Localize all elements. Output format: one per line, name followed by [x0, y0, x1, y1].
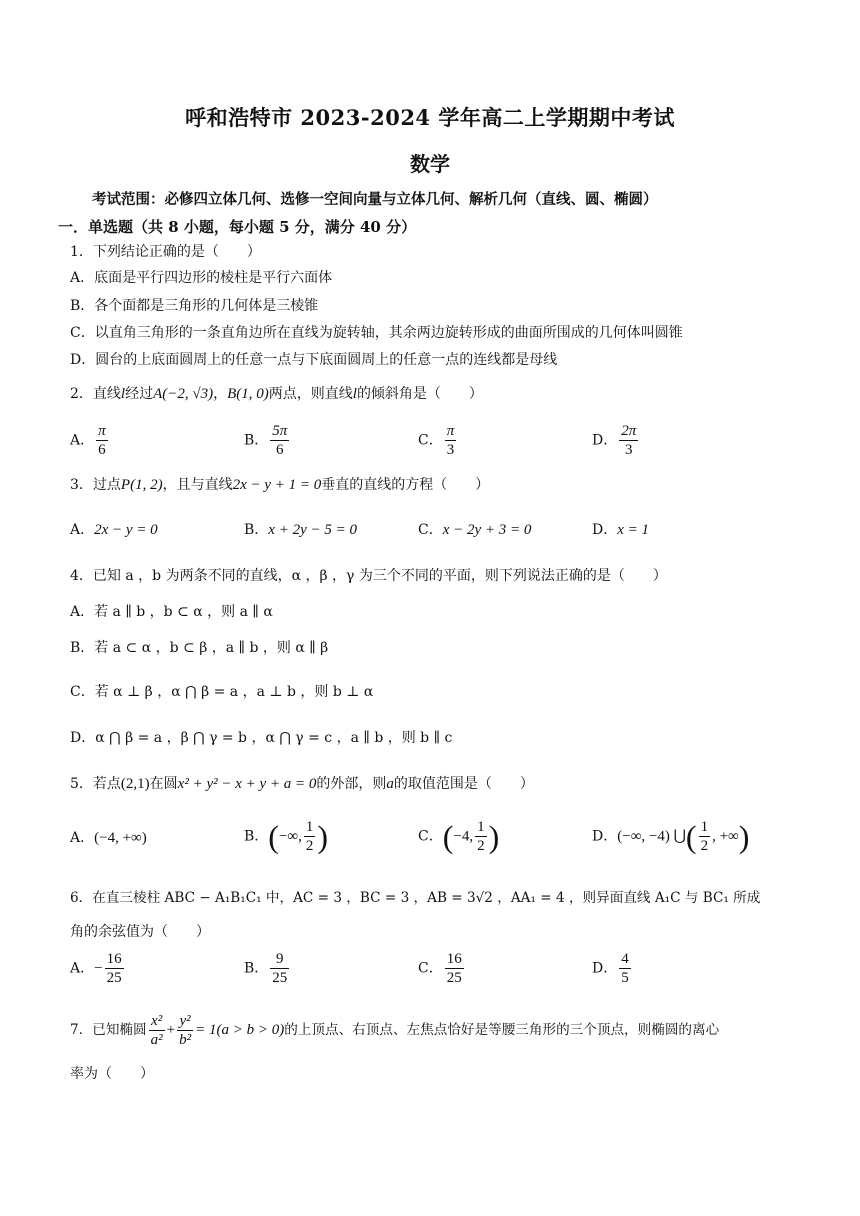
- fraction: $\frac{1}{2}$: [700, 819, 709, 854]
- fraction: $\frac{1}{2}$: [305, 819, 314, 854]
- question-3-option-a: A．2x − y = 0: [70, 522, 158, 538]
- exam-subject: 数学: [410, 152, 450, 176]
- exam-scope: 考试范围：必修四立体几何、选修一空间向量与立体几何、解析几何（直线、圆、椭圆）: [92, 191, 658, 208]
- question-7-stem-line-2: 率为（ ）: [70, 1066, 154, 1082]
- question-6-stem-line-1: 6．在直三棱柱 ABC − A₁B₁C₁ 中，AC = 3 ，BC = 3 ，AB = 3√2 ，AA₁ = 4 ，则异面直线 A₁C 与 BC₁ 所成: [70, 890, 761, 906]
- question-6-stem-line-2: 角的余弦值为（ ）: [70, 924, 210, 940]
- question-6-option-a: A．− $\frac{16}{25}$: [70, 951, 122, 986]
- fraction: $\frac{16}{25}$: [106, 951, 122, 986]
- question-5-option-a: A．(−4, +∞): [70, 830, 147, 846]
- fraction: $\frac{5\pi}{6}$: [272, 423, 288, 458]
- question-1-option-b: B．各个面都是三角形的几何体是三棱锥: [70, 298, 319, 314]
- question-1-option-c: C．以直角三角形的一条直角边所在直线为旋转轴，其余两边旋转形成的曲面所围成的几何体叫圆锥: [70, 325, 683, 341]
- fraction: $\frac{\pi}{6}$: [98, 423, 106, 458]
- fraction: $\frac{\text{x²}}{\text{a²}}$: [150, 1013, 163, 1048]
- exam-title: 呼和浩特市 2023-2024 学年高二上学期期中考试: [185, 105, 675, 130]
- question-1-stem: 1．下列结论正确的是（ ）: [70, 244, 261, 260]
- question-1-option-a: A．底面是平行四边形的棱柱是平行六面体: [70, 270, 333, 286]
- question-6-option-d: D． $\frac{4}{5}$: [592, 951, 629, 986]
- fraction: $\frac{9}{25}$: [272, 951, 288, 986]
- question-2-option-c: C． $\frac{\pi}{3}$: [418, 423, 455, 458]
- question-6-option-b: B． $\frac{9}{25}$: [244, 951, 288, 986]
- fraction: $\frac{\text{y²}}{\text{b²}}$: [179, 1013, 192, 1048]
- fraction: $\frac{1}{2}$: [477, 819, 485, 854]
- question-3-option-b: B．x + 2y − 5 = 0: [244, 522, 357, 538]
- question-3-stem: 3．过点P(1, 2)，且与直线2x − y + 1 = 0垂直的直线的方程（ ）: [70, 477, 490, 493]
- fraction: $\frac{\pi}{3}$: [446, 423, 455, 458]
- question-4-option-d: D．α ⋂ β = a ，β ⋂ γ = b ，α ⋂ γ = c ，a ∥ b ，则 b ∥ c: [70, 730, 453, 746]
- question-5-stem: 5．若点(2,1)在圆x² + y² − x + y + a = 0的外部，则a的取值范围是（ ）: [70, 776, 534, 792]
- fraction: $\frac{2\pi}{3}$: [621, 423, 637, 458]
- question-5-option-c: C．(−4, $\frac{1}{2}$ ): [418, 818, 500, 855]
- section-heading: 一．单选题（共 8 小题，每小题 5 分，满分 40 分）: [58, 218, 417, 236]
- question-5-option-b: B．(−∞, $\frac{1}{2}$ ): [244, 818, 329, 855]
- question-1-option-d: D．圆台的上底面圆周上的任意一点与下底面圆周上的任意一点的连线都是母线: [70, 352, 558, 368]
- question-4-stem: 4．已知 a ，b 为两条不同的直线，α ，β ，γ 为三个不同的平面，则下列说法正确的是（ ）: [70, 568, 667, 584]
- fraction: $\frac{16}{25}$: [446, 951, 462, 986]
- question-2-stem: 2．直线l经过A(−2, √3)，B(1, 0)两点，则直线l的倾斜角是（ ）: [70, 386, 483, 402]
- question-4-option-c: C．若 α ⊥ β ，α ⋂ β = a ，a ⊥ b ，则 b ⊥ α: [70, 684, 374, 700]
- question-6-option-c: C． $\frac{16}{25}$: [418, 951, 462, 986]
- question-4-option-a: A．若 a ∥ b ，b ⊂ α ，则 a ∥ α: [70, 604, 273, 620]
- question-4-option-b: B．若 a ⊂ α ，b ⊂ β ，a ∥ b ，则 α ∥ β: [70, 640, 329, 656]
- question-2-option-a: A． $\frac{\pi}{6}$: [70, 423, 106, 458]
- question-3-option-d: D．x = 1: [592, 522, 650, 538]
- fraction: $\frac{4}{5}$: [621, 951, 629, 986]
- question-3-option-c: C．x − 2y + 3 = 0: [418, 522, 532, 538]
- question-7-stem: 7．已知椭圆 $\frac{\text{x²}}{\text{a²}}$ + $\frac{\text{y²}}{\text{b²}}$ = 1(a > b > 0)的上顶点、右顶点、左焦点恰好是等腰三角形的三个顶点，则椭圆的离心: [70, 1013, 720, 1048]
- question-2-option-d: D． $\frac{2\pi}{3}$: [592, 423, 637, 458]
- question-5-option-d: D．(−∞, −4) ⋃( $\frac{1}{2}$ , +∞): [592, 818, 750, 855]
- question-2-option-b: B． $\frac{5\pi}{6}$: [244, 423, 288, 458]
